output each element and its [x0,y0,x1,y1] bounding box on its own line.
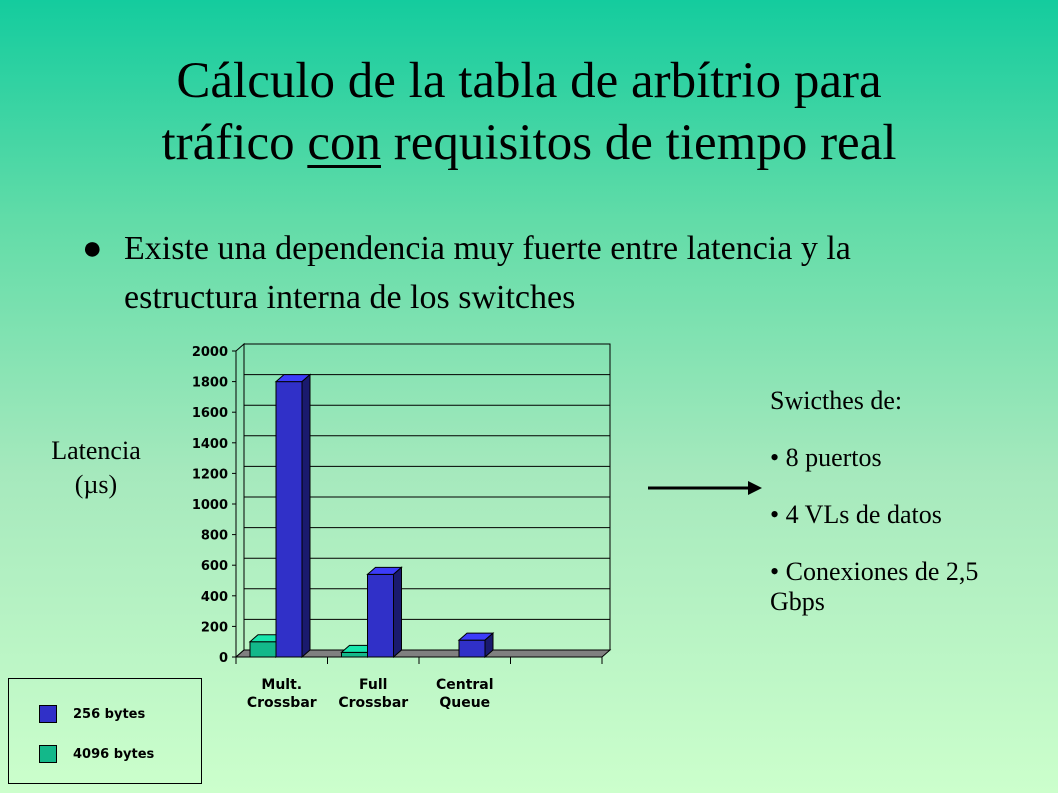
y-tick-label-6: 1200 [191,467,228,483]
x-category-label-0-1: Crossbar [246,695,317,711]
right-arrow-icon [648,476,764,500]
y-tick-label-3: 600 [200,559,228,575]
x-category-label-1-1: Crossbar [338,695,409,711]
spec-item-connections: • Conexiones de 2,5 Gbps [770,557,979,616]
y-tick-label-7: 1400 [191,436,228,452]
x-category-label-1-0: Full [359,677,388,693]
legend-item-4096 [39,745,154,763]
y-axis-label-line-1: Latencia [51,436,141,465]
y-tick-label-8: 1600 [191,406,228,422]
switch-specs [770,386,1000,644]
spec-item-ports: • 8 puertos [770,443,882,472]
bullet-dot-icon: ● [82,230,103,267]
bar-1-0-side [302,375,310,657]
legend-item-256 [39,705,145,723]
bar-1-2-front [459,640,485,657]
y-axis-label-line-2: (µs) [74,470,118,499]
title-line-1: Cálculo de la tabla de arbítrio para [176,53,882,109]
legend-label-4096: 4096 bytes [73,746,155,762]
bullet-text: Existe una dependencia muy fuerte entre latencia y la estructura interna de los switches [124,230,851,316]
y-tick-label-0: 0 [218,651,228,666]
y-tick-label-4: 800 [200,528,228,544]
plot-left-wall [236,344,244,657]
y-tick-label-10: 2000 [191,345,228,360]
legend-swatch-256 [39,705,57,723]
x-category-label-2-0: Central [435,677,494,693]
bar-1-1-front [368,574,394,657]
y-tick-label-9: 1800 [191,375,228,391]
bar-0-1-front [342,652,368,657]
legend-swatch-4096 [39,745,57,763]
bar-0-0-front [250,642,276,657]
legend-label-256: 256 bytes [73,706,146,722]
x-category-label-0-0: Mult. [261,677,303,693]
y-tick-label-2: 400 [200,589,228,605]
title-line-2-post: requisitos de tiempo real [380,115,897,171]
y-tick-label-5: 1000 [191,498,228,513]
x-category-label-2-1: Queue [439,695,491,711]
bar-1-1-side [394,567,402,657]
title-underlined-word: con [307,115,381,171]
chart-legend [8,678,202,784]
specs-heading: Swicthes de: [770,386,903,415]
title-line-2-pre: tráfico [161,115,308,171]
spec-item-vls: • 4 VLs de datos [770,500,942,529]
bar-1-0-front [276,382,302,657]
y-tick-label-1: 200 [200,620,228,636]
